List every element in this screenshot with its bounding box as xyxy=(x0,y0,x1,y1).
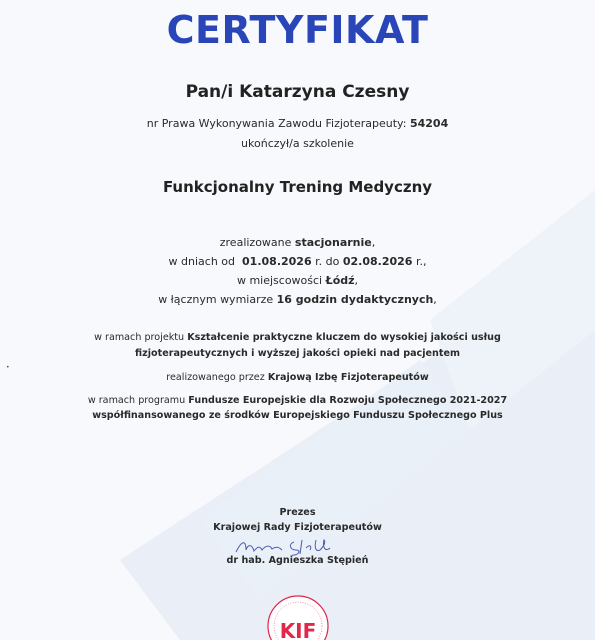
project-name-1: Kształcenie praktyczne kluczem do wysokiej jakości usług xyxy=(187,332,501,343)
license-prefix: nr Prawa Wykonywania Zawodu Fizjoterapeuty: xyxy=(146,117,407,130)
project-line-1 xyxy=(0,332,595,343)
recipient-name: Pan/i Katarzyna Czesny xyxy=(185,82,410,102)
dates-suffix: r., xyxy=(415,255,427,268)
program-name: Fundusze Europejskie dla Rozwoju Społecznego 2021-2027 xyxy=(188,395,508,406)
mode-line xyxy=(0,236,595,249)
project-name-2: fizjoterapeutycznych i wyższej jakości opieki nad pacjentem xyxy=(135,348,460,359)
license-number: 54204 xyxy=(409,117,449,130)
program-prefix: w ramach programu xyxy=(87,395,186,406)
hours-value: 16 godzin dydaktycznych xyxy=(276,293,434,306)
mode-prefix: zrealizowane xyxy=(219,236,292,249)
mode-value: stacjonarnie xyxy=(294,236,372,249)
place-suffix: , xyxy=(354,274,359,287)
project-line-2 xyxy=(0,348,595,359)
cofinanced-line xyxy=(0,410,595,421)
certificate-title: CERTYFIKAT xyxy=(166,8,429,52)
dates-line xyxy=(0,255,595,268)
project-prefix: w ramach projektu xyxy=(94,332,185,343)
signatory-name: dr hab. Agnieszka Stępień xyxy=(226,555,369,566)
date-to: 02.08.2026 xyxy=(342,255,413,268)
program-line xyxy=(0,395,595,406)
place-line xyxy=(0,274,595,287)
signatory-role-1 xyxy=(0,507,595,518)
place-prefix: w miejscowości xyxy=(236,274,323,287)
completed-text: ukończył/a szkolenie xyxy=(241,137,354,150)
mode-suffix: , xyxy=(371,236,376,249)
signatory-name-line xyxy=(0,555,595,566)
signatory-organization: Krajowej Rady Fizjoterapeutów xyxy=(213,522,382,533)
course-title: Funkcjonalny Trening Medyczny xyxy=(162,178,433,196)
date-from: 01.08.2026 xyxy=(242,255,312,268)
dates-mid: r. do xyxy=(315,255,340,268)
kif-logo-icon xyxy=(266,594,330,640)
realized-line xyxy=(0,372,595,383)
realized-by: Krajową Izbę Fizjoterapeutów xyxy=(267,372,429,383)
cofinanced-text: współfinansowanego ze środków Europejskiego Funduszu Społecznego Plus xyxy=(92,410,503,421)
dates-prefix: w dniach od xyxy=(168,255,236,268)
license-line xyxy=(0,117,595,130)
logo-text: KIF xyxy=(279,619,317,640)
realized-prefix: realizowanego przez xyxy=(166,372,265,383)
hours-line xyxy=(0,293,595,306)
signatory-role-title: Prezes xyxy=(279,507,316,518)
hours-suffix: , xyxy=(433,293,437,306)
signatory-role-2 xyxy=(0,522,595,533)
hours-prefix: w łącznym wymiarze xyxy=(158,293,274,306)
place-value: Łódź xyxy=(325,274,355,287)
stray-mark: • xyxy=(6,364,10,371)
